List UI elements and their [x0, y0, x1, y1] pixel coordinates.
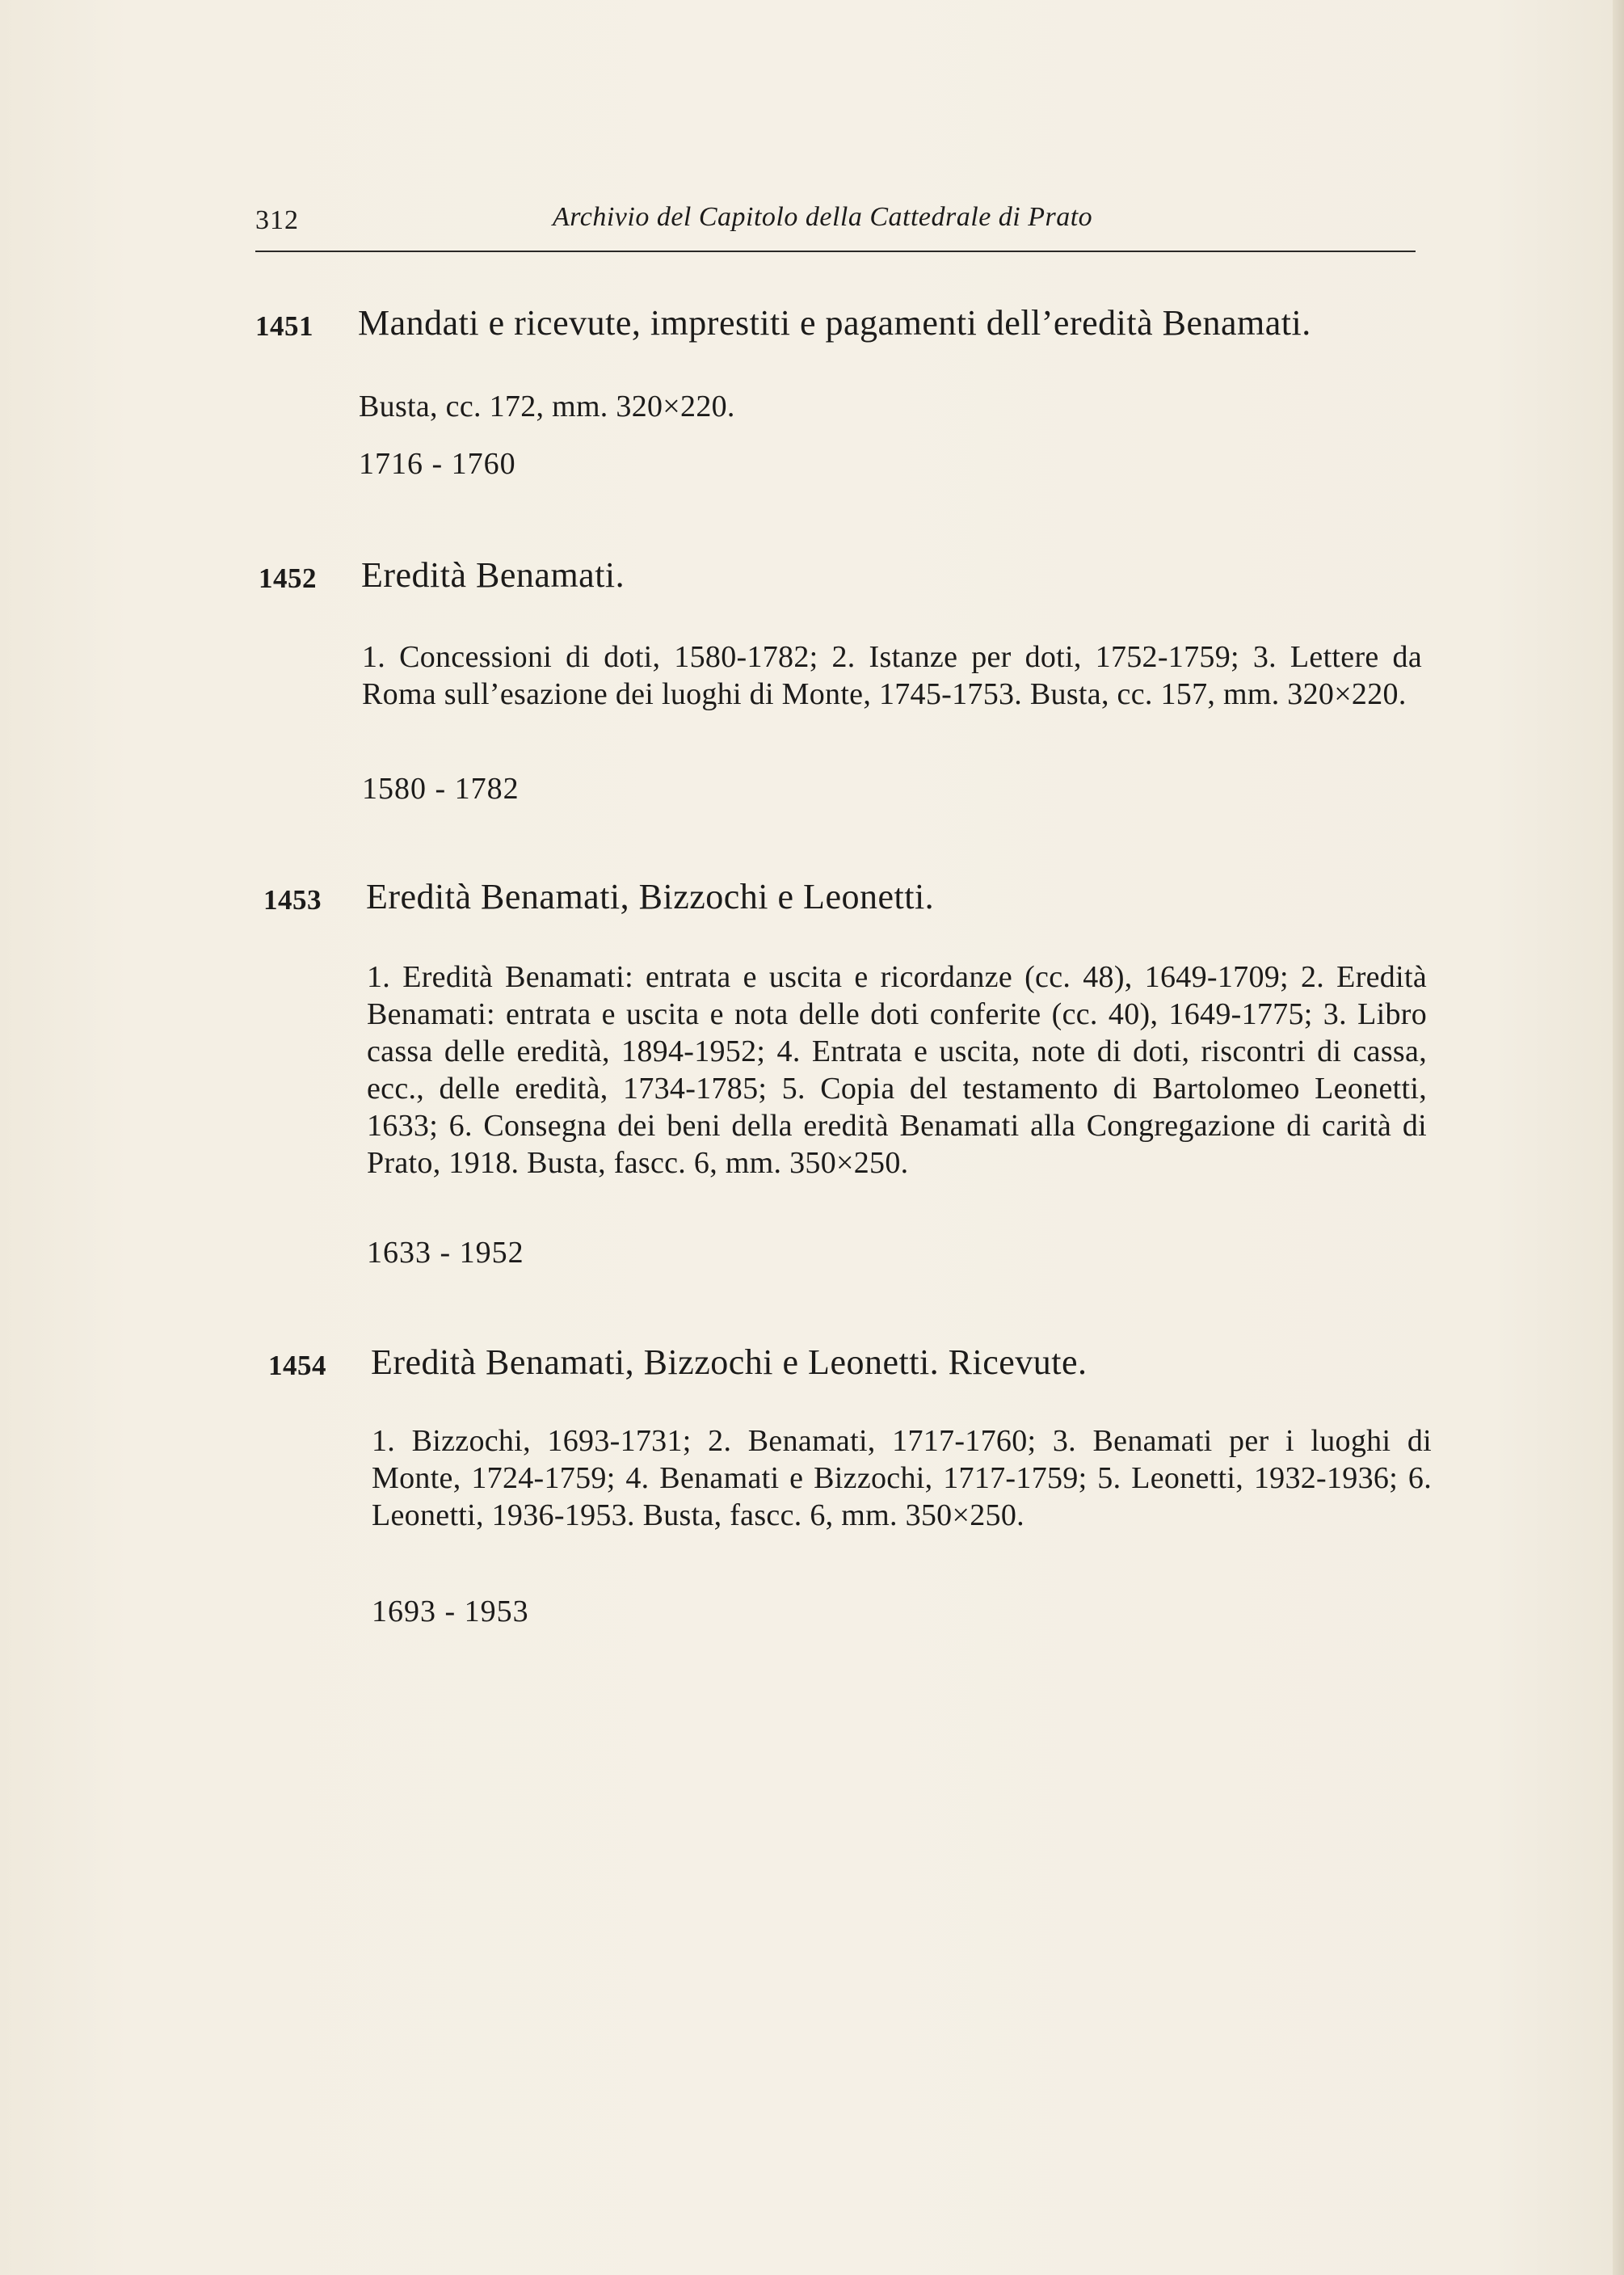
entry-dates: 1693 - 1953: [372, 1595, 529, 1628]
entry-number: 1453: [263, 884, 322, 916]
running-title: Archivio del Capitolo della Cattedrale di Prato: [553, 202, 1093, 232]
entry-description: 1. Eredità Benamati: entrata e uscita e ricordanze (cc. 48), 1649-1709; 2. Eredità Benamati: entrata e uscita e nota delle doti conferite (cc. 40), 1649-1775; 3. Libro cassa delle eredità, 1894-1952; 4. Entrata e uscita, note di doti, riscontri di cassa, ecc., delle eredità, 1734-1785; 5. Copia del testamento di Bartolomeo Leonetti, 1633; 6. Consegna dei beni della eredità Benamati alla Congregazione di carità di Prato, 1918. Busta, fascc. 6, mm. 350×250.: [367, 960, 1427, 1180]
archive-entry-1452: [259, 554, 1438, 821]
entry-title: Eredità Benamati.: [361, 555, 625, 595]
entry-title: Mandati e ricevute, imprestiti e pagamenti dell’eredità Benamati.: [358, 303, 1311, 343]
entry-dates: 1633 - 1952: [367, 1236, 524, 1270]
entry-number: 1454: [268, 1350, 326, 1381]
archive-entry-1453: [263, 876, 1443, 1296]
entry-description: 1. Bizzochi, 1693-1731; 2. Benamati, 1717-1760; 3. Benamati per i luoghi di Monte, 1724-1759; 4. Benamati e Bizzochi, 1717-1759; 5. Leonetti, 1932-1936; 6. Leonetti, 1936-1953. Busta, fascc. 6, mm. 350×250.: [372, 1424, 1432, 1532]
entry-number: 1452: [259, 562, 317, 594]
page-edge: [1613, 0, 1624, 2275]
entry-dates: 1580 - 1782: [362, 772, 520, 806]
running-head: [255, 202, 1416, 252]
archive-entry-1451: [255, 302, 1435, 496]
page-number: 312: [255, 205, 299, 235]
entry-description: Busta, cc. 172, mm. 320×220.: [359, 390, 735, 423]
entry-title: Eredità Benamati, Bizzochi e Leonetti.: [366, 877, 935, 916]
entry-description: 1. Concessioni di doti, 1580-1782; 2. Istanze per doti, 1752-1759; 3. Lettere da Roma sull’esazione dei luoghi di Monte, 1745-1753. Busta, cc. 157, mm. 320×220.: [362, 640, 1422, 711]
archive-entry-1454: [268, 1342, 1448, 1649]
entry-title: Eredità Benamati, Bizzochi e Leonetti. Ricevute.: [371, 1342, 1088, 1382]
entry-dates: 1716 - 1760: [359, 447, 516, 481]
entry-number: 1451: [255, 310, 313, 342]
